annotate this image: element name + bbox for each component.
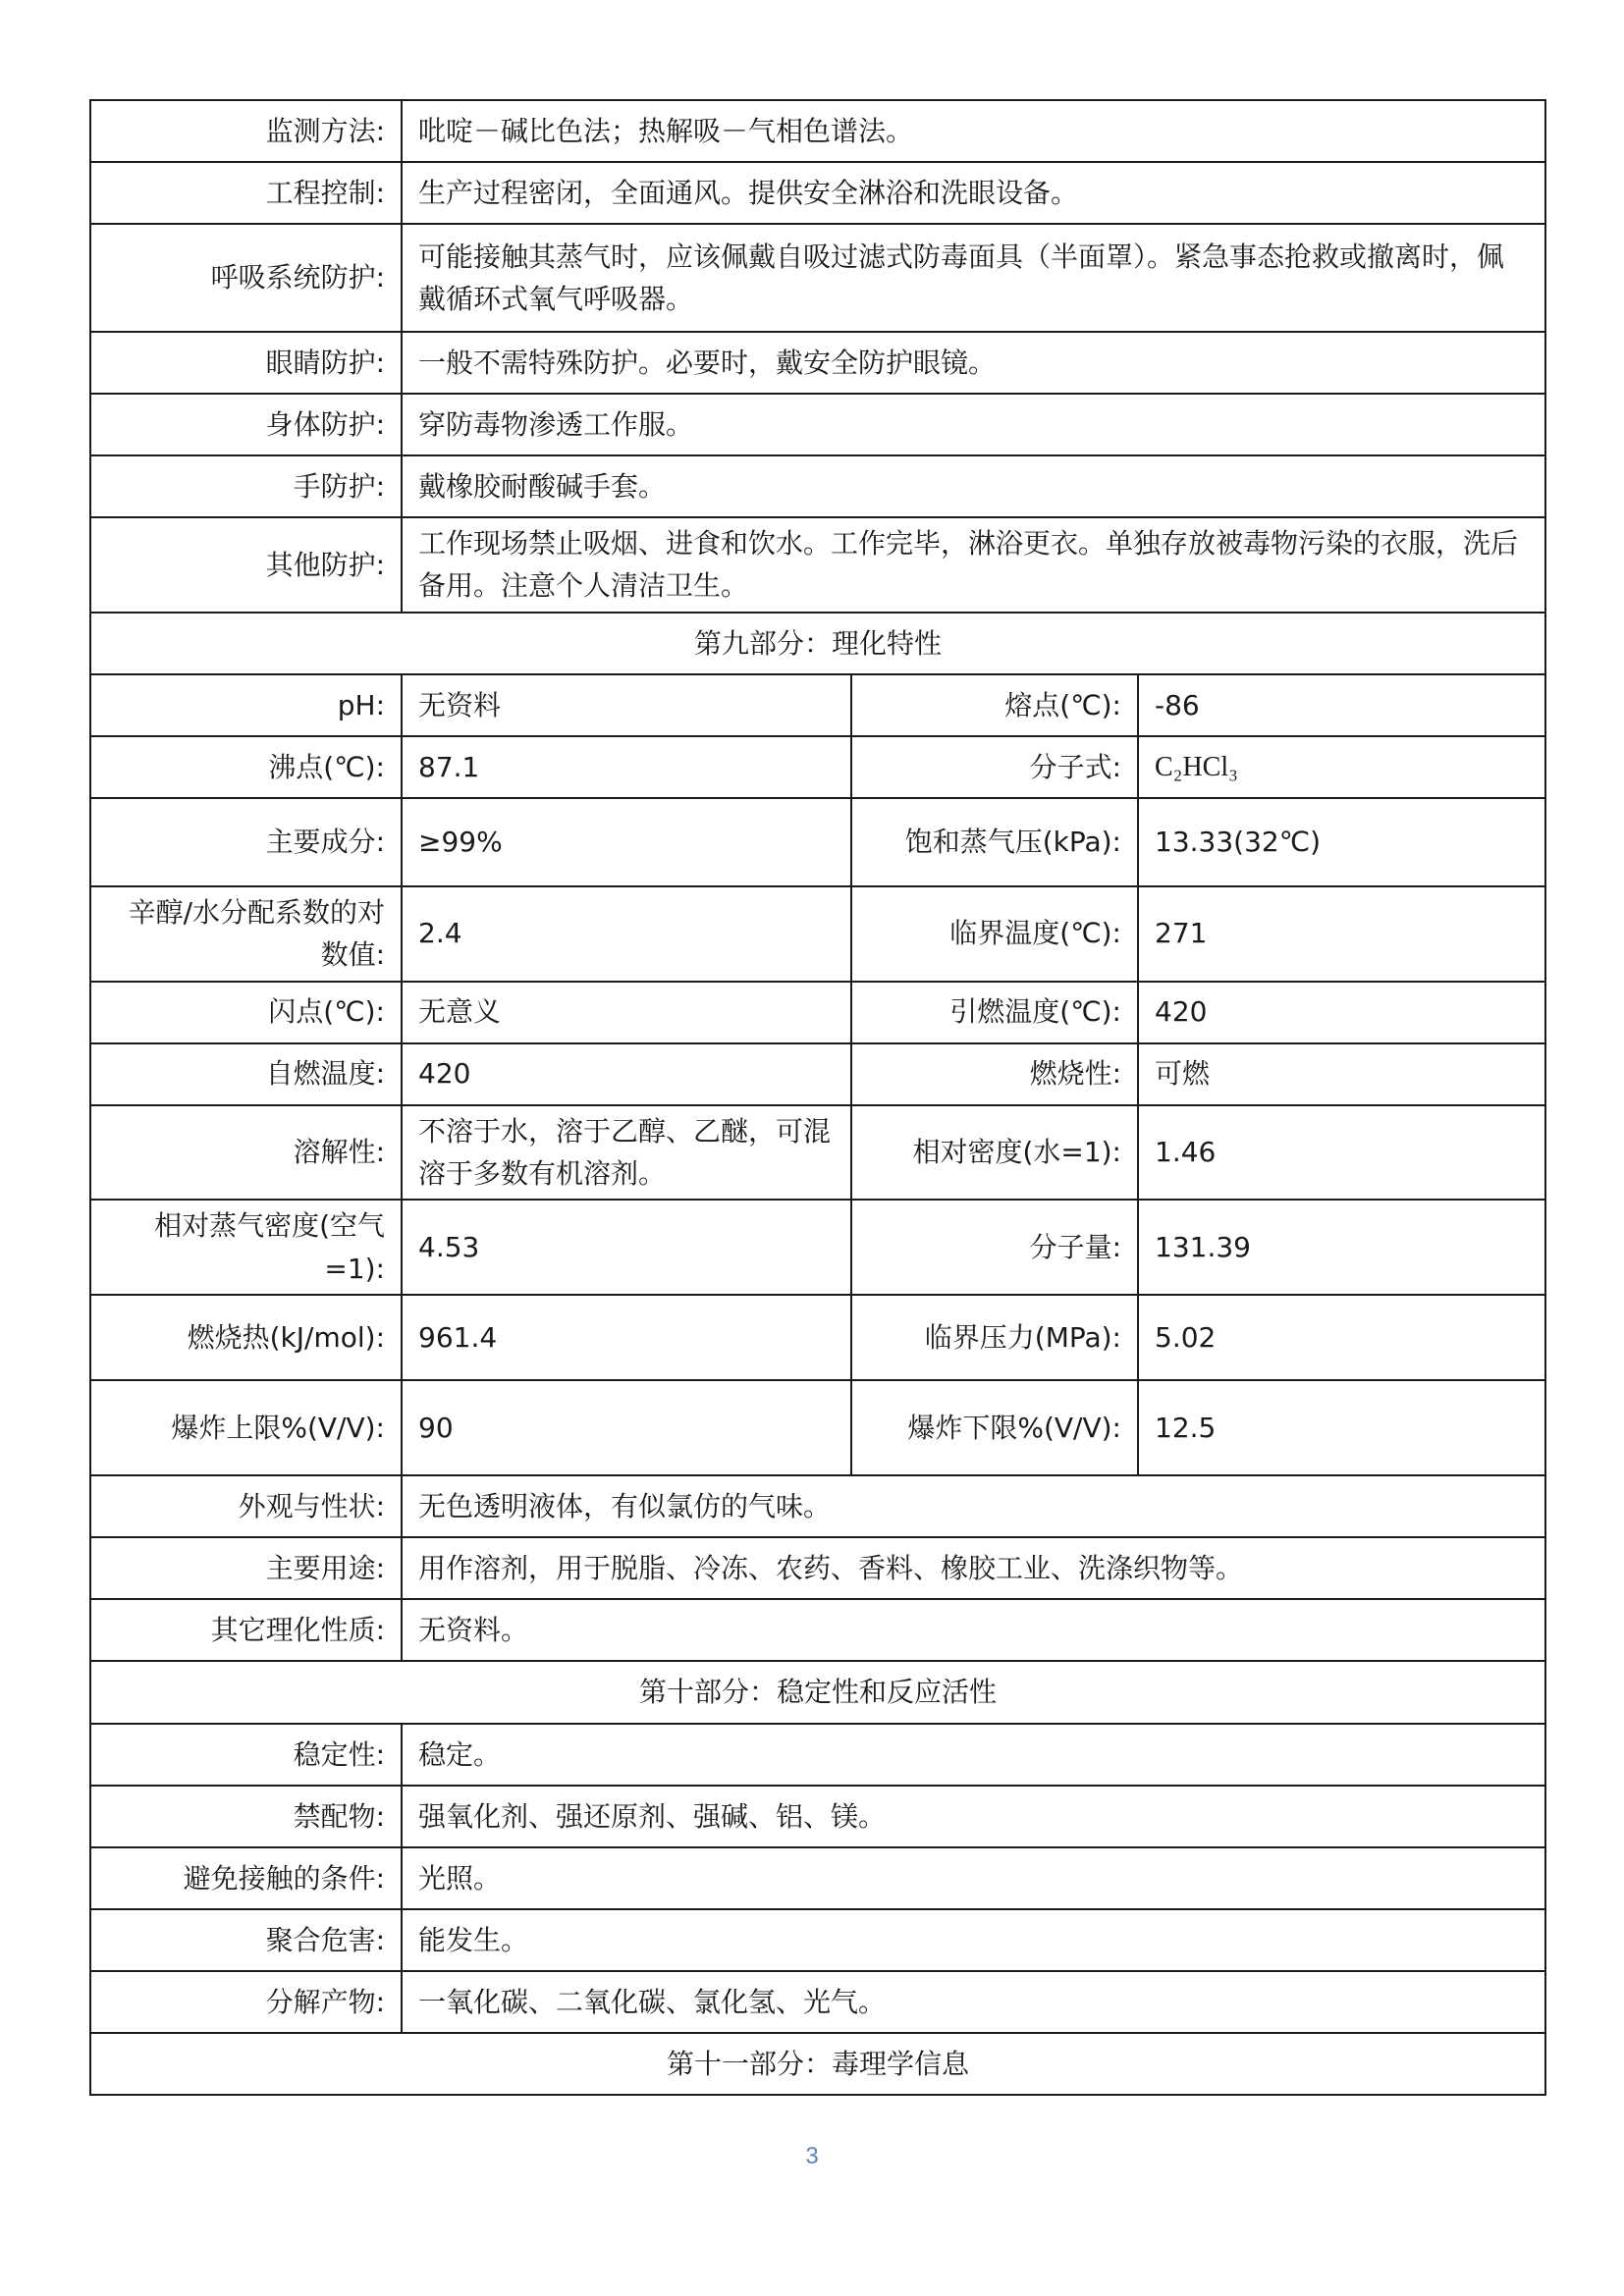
property-value: 5.02 bbox=[1138, 1295, 1545, 1380]
row-label: 呼吸系统防护: bbox=[90, 224, 402, 332]
property-label: 爆炸上限%(V/V): bbox=[90, 1380, 402, 1475]
table-row bbox=[90, 1380, 1545, 1475]
row-label: 稳定性: bbox=[90, 1724, 402, 1786]
property-label: 引燃温度(℃): bbox=[851, 982, 1138, 1043]
property-label: 相对密度(水=1): bbox=[851, 1105, 1138, 1201]
row-value: 可能接触其蒸气时，应该佩戴自吸过滤式防毒面具（半面罩）。紧急事态抢救或撤离时，佩戴循环式氧气呼吸器。 bbox=[402, 224, 1545, 332]
table-row bbox=[90, 886, 1545, 982]
property-label: 溶解性: bbox=[90, 1105, 402, 1201]
property-label: pH: bbox=[90, 674, 402, 736]
row-label: 避免接触的条件: bbox=[90, 1847, 402, 1909]
property-label: 自燃温度: bbox=[90, 1043, 402, 1105]
table-row bbox=[90, 1971, 1545, 2033]
property-label: 主要成分: bbox=[90, 798, 402, 886]
table-row bbox=[90, 1105, 1545, 1201]
section-header-row bbox=[90, 2033, 1545, 2095]
property-label: 闪点(℃): bbox=[90, 982, 402, 1043]
property-value: 12.5 bbox=[1138, 1380, 1545, 1475]
table-row bbox=[90, 1909, 1545, 1971]
property-label: 饱和蒸气压(kPa): bbox=[851, 798, 1138, 886]
section-title: 第九部分：理化特性 bbox=[90, 613, 1545, 674]
table-row bbox=[90, 394, 1545, 455]
property-value: 90 bbox=[402, 1380, 851, 1475]
table-row bbox=[90, 517, 1545, 613]
property-label: 临界温度(℃): bbox=[851, 886, 1138, 982]
row-label: 监测方法: bbox=[90, 100, 402, 162]
row-value: 吡啶－碱比色法；热解吸－气相色谱法。 bbox=[402, 100, 1545, 162]
row-value: 能发生。 bbox=[402, 1909, 1545, 1971]
property-value: 可燃 bbox=[1138, 1043, 1545, 1105]
row-value: 光照。 bbox=[402, 1847, 1545, 1909]
table-row bbox=[90, 982, 1545, 1043]
row-label: 其它理化性质: bbox=[90, 1599, 402, 1661]
table-row bbox=[90, 1295, 1545, 1380]
property-value: 271 bbox=[1138, 886, 1545, 982]
table-row bbox=[90, 1200, 1545, 1295]
table-row bbox=[90, 1043, 1545, 1105]
property-label: 沸点(℃): bbox=[90, 736, 402, 798]
property-value: 87.1 bbox=[402, 736, 851, 798]
property-value: 4.53 bbox=[402, 1200, 851, 1295]
row-value: 一氧化碳、二氧化碳、氯化氢、光气。 bbox=[402, 1971, 1545, 2033]
property-value: 131.39 bbox=[1138, 1200, 1545, 1295]
row-label: 聚合危害: bbox=[90, 1909, 402, 1971]
property-label: 分子式: bbox=[851, 736, 1138, 798]
row-value: 用作溶剂，用于脱脂、冷冻、农药、香料、橡胶工业、洗涤织物等。 bbox=[402, 1537, 1545, 1599]
property-value: 420 bbox=[1138, 982, 1545, 1043]
property-value: 无意义 bbox=[402, 982, 851, 1043]
row-value: 一般不需特殊防护。必要时，戴安全防护眼镜。 bbox=[402, 332, 1545, 394]
property-label: 燃烧性: bbox=[851, 1043, 1138, 1105]
table-row bbox=[90, 455, 1545, 517]
property-value: 420 bbox=[402, 1043, 851, 1105]
table-row bbox=[90, 1537, 1545, 1599]
section-title: 第十部分：稳定性和反应活性 bbox=[90, 1661, 1545, 1724]
table-row bbox=[90, 798, 1545, 886]
page-number: 3 bbox=[805, 2143, 819, 2169]
property-label: 燃烧热(kJ/mol): bbox=[90, 1295, 402, 1380]
property-label: 爆炸下限%(V/V): bbox=[851, 1380, 1138, 1475]
table-row bbox=[90, 162, 1545, 224]
row-value: 无色透明液体，有似氯仿的气味。 bbox=[402, 1475, 1545, 1537]
property-label: 熔点(℃): bbox=[851, 674, 1138, 736]
table-row bbox=[90, 1847, 1545, 1909]
table-row bbox=[90, 674, 1545, 736]
row-value: 无资料。 bbox=[402, 1599, 1545, 1661]
row-value: 稳定。 bbox=[402, 1724, 1545, 1786]
property-value: -86 bbox=[1138, 674, 1545, 736]
table-row bbox=[90, 736, 1545, 798]
property-label: 相对蒸气密度(空气=1): bbox=[90, 1200, 402, 1295]
table-row bbox=[90, 1599, 1545, 1661]
property-value: 不溶于水，溶于乙醇、乙醚，可混溶于多数有机溶剂。 bbox=[402, 1105, 851, 1201]
row-value: 强氧化剂、强还原剂、强碱、铝、镁。 bbox=[402, 1786, 1545, 1847]
property-value: 13.33(32℃) bbox=[1138, 798, 1545, 886]
row-label: 手防护: bbox=[90, 455, 402, 517]
table-row bbox=[90, 224, 1545, 332]
row-label: 禁配物: bbox=[90, 1786, 402, 1847]
property-label: 分子量: bbox=[851, 1200, 1138, 1295]
property-value: 2.4 bbox=[402, 886, 851, 982]
section-title: 第十一部分：毒理学信息 bbox=[90, 2033, 1545, 2095]
property-value: 1.46 bbox=[1138, 1105, 1545, 1201]
row-value: 穿防毒物渗透工作服。 bbox=[402, 394, 1545, 455]
property-value: 961.4 bbox=[402, 1295, 851, 1380]
table-row bbox=[90, 100, 1545, 162]
row-label: 工程控制: bbox=[90, 162, 402, 224]
property-label: 临界压力(MPa): bbox=[851, 1295, 1138, 1380]
table-row bbox=[90, 332, 1545, 394]
row-label: 身体防护: bbox=[90, 394, 402, 455]
row-value: 工作现场禁止吸烟、进食和饮水。工作完毕，淋浴更衣。单独存放被毒物污染的衣服，洗后备用。注意个人清洁卫生。 bbox=[402, 517, 1545, 613]
row-value: 戴橡胶耐酸碱手套。 bbox=[402, 455, 1545, 517]
table-row bbox=[90, 1724, 1545, 1786]
row-value: 生产过程密闭，全面通风。提供安全淋浴和洗眼设备。 bbox=[402, 162, 1545, 224]
property-label: 辛醇/水分配系数的对数值: bbox=[90, 886, 402, 982]
property-value: 无资料 bbox=[402, 674, 851, 736]
row-label: 眼睛防护: bbox=[90, 332, 402, 394]
table-row bbox=[90, 1475, 1545, 1537]
section-header-row bbox=[90, 1661, 1545, 1724]
molecular-formula: C₂HCl₃ bbox=[1138, 736, 1545, 798]
row-label: 其他防护: bbox=[90, 517, 402, 613]
table-row bbox=[90, 1786, 1545, 1847]
msds-table bbox=[89, 99, 1546, 2096]
row-label: 外观与性状: bbox=[90, 1475, 402, 1537]
row-label: 主要用途: bbox=[90, 1537, 402, 1599]
row-label: 分解产物: bbox=[90, 1971, 402, 2033]
property-value: ≥99% bbox=[402, 798, 851, 886]
section-header-row bbox=[90, 613, 1545, 674]
